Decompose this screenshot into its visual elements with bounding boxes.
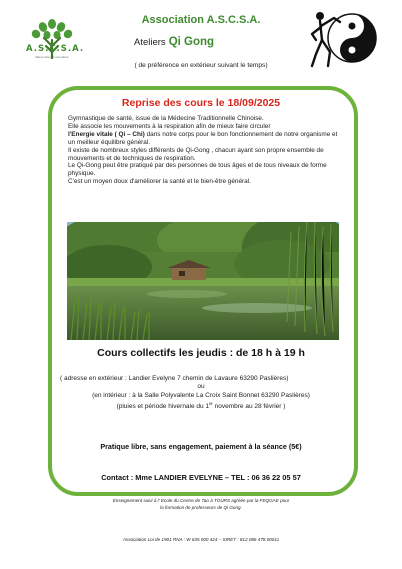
ateliers-prefix: Ateliers xyxy=(134,37,166,48)
yin-yang-icon xyxy=(306,4,378,74)
intro-line: Il existe de nombreux styles différents de Qi-Gong , chacun ayant son propre ensemble de mouvements et de techniques de respiration. xyxy=(68,146,324,162)
intro-text xyxy=(68,115,344,186)
address-block xyxy=(60,375,342,412)
intro-line: Gymnastique de santé, issue de la Médecine Traditionnelle Chinoise. xyxy=(68,115,264,122)
intro-line: Le Qi-Gong peut être pratiqué par des personnes de tous âges et de tous niveaux de forme physique. xyxy=(68,162,327,178)
intro-line: Elle associe les mouvements à la respiration afin de mieux faire circuler xyxy=(68,122,271,130)
qigong-title: Qi Gong xyxy=(168,36,215,48)
preference-note: ( de préférence en extérieur suivant le temps) xyxy=(134,62,268,69)
address-or: ou xyxy=(197,383,205,391)
intro-line: C'est un moyen doux d'améliorer la santé et le bien-être général. xyxy=(68,178,251,186)
enseignement-note: Enseignement suivi à l' Ecole du Centre de Tao à TOURS agréée par la FEQGAE pour la formation de professeurs de Qi Gong. xyxy=(112,498,290,510)
intro-line: l'Energie vitale ( Qi – Chi) dans notre corps pour le bon fonctionnement de notre organisme et un meilleur équilibre général. xyxy=(68,130,338,146)
contact-line: Contact : Mme LANDIER EVELYNE – TEL : 06 36 22 05 57 xyxy=(101,473,301,482)
legal-footer: Association Loi de 1901 RNA : W 635 000 424 – SIRET : 812 086 478 00011 xyxy=(122,537,280,542)
ateliers-line xyxy=(134,36,214,48)
logo-tagline: Mieux être par soi-même xyxy=(35,55,69,59)
reprise-title: Reprise des cours le 18/09/2025 xyxy=(121,97,281,109)
address-winter-note: (pluies et période hivernale du 1er novembre au 28 février ) xyxy=(116,401,286,411)
pond-photo xyxy=(67,222,339,340)
association-title: Association A.S.C.S.A. xyxy=(141,14,261,26)
pratique-note: Pratique libre, sans engagement, paiement à la séance (5€) xyxy=(100,442,302,451)
energie-vitale: l'Energie vitale ( Qi – Chi) xyxy=(68,130,145,138)
logo-text: A.S.C.S.A. xyxy=(26,44,85,54)
address-interieur: (en intérieur : à la Salle Polyvalente La Croix Saint Bonnet 63290 Paslières) xyxy=(92,391,310,399)
address-exterieur: ( adresse en extérieur : Landier Evelyne 7 chemin de Lavaure 63290 Paslières) xyxy=(60,375,289,382)
cours-schedule: Cours collectifs les jeudis : de 18 h à 19 h xyxy=(97,347,305,359)
